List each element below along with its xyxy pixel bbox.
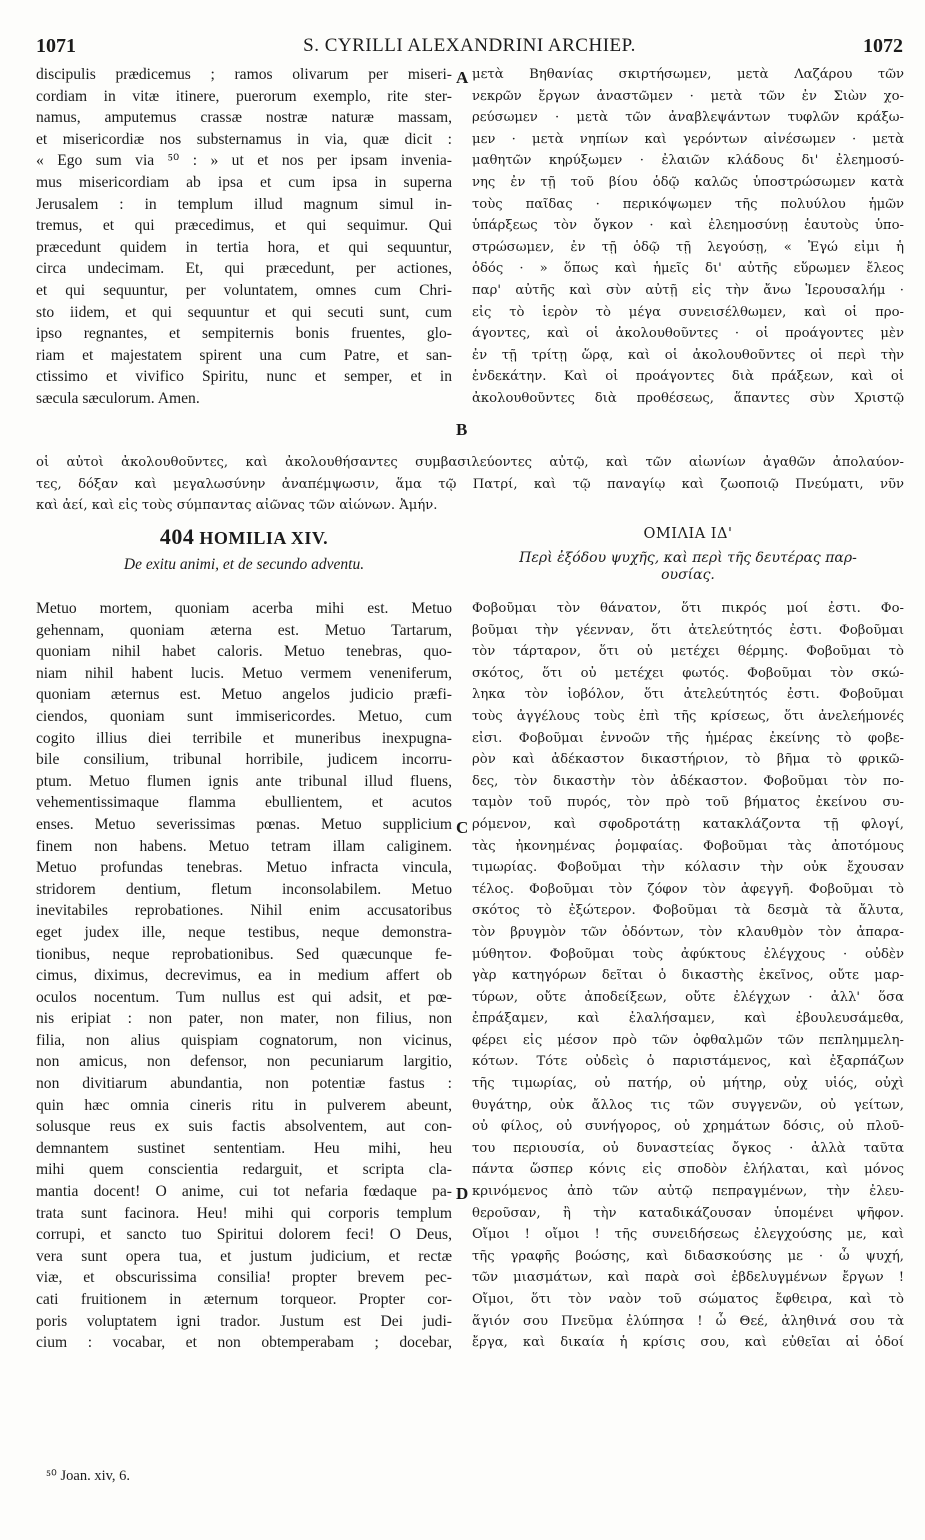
text-line: τοὺς παῖδας · περικόψωμεν τῆς πολυύλου ἡμῶν	[472, 196, 904, 212]
text-line: ἑνδεκάτην. Καὶ οἱ προάγοντες διὰ πράξεων, καὶ οἱ	[472, 369, 904, 385]
text-line: corrupi, et sancto tuo Spiritui dolorem feci! O Deus,	[36, 1226, 452, 1244]
text-line: mus misericordiam ab ipsa et cum ipsa in superna	[36, 173, 452, 191]
text-line: vehementissimaque flamma ebullientem, et acutos	[36, 794, 452, 812]
greek-homily-heading	[472, 526, 904, 584]
text-line: ληκα τὸν ἰοβόλον, ὅτι ἀτελεύτητός ἐστι. Φοβοῦμαι	[472, 687, 904, 703]
text-line: et qui sequuntur, per voluntatem, omnes cum Chri-	[36, 281, 452, 299]
text-line: cati fruitionem in æternum torqueor. Propter cor-	[36, 1291, 452, 1308]
text-line: γὰρ κατηγόρων δεῖται ὁ δικαστὴς ἐκεῖνος, οὔτε μαρ-	[472, 968, 904, 984]
greek-homily-subtitle	[472, 550, 904, 584]
text-line: trata sunt facinora. Heu! mihi qui corporis templum	[36, 1204, 452, 1222]
text-line: ciendos, quoniam sunt immisericordes. Metuo, cum	[36, 707, 452, 725]
latin-homily-heading	[36, 524, 452, 574]
text-line: δες, τὸν δικαστὴν τὸν ἀδέκαστον. Φοβοῦμαι τὸν πο-	[472, 773, 904, 789]
text-line: ἐν τῇ τρίτῃ ὥρᾳ, καὶ οἱ ἀκολουθοῦντες οἱ περὶ τὴν	[472, 347, 904, 363]
text-line: nis eripiat : non pater, non mater, non filius, non	[36, 1010, 452, 1028]
text-line: poris voluptatem igni trador. Justum est Dei judi-	[36, 1312, 452, 1330]
text-line: cium : vocabar, et non obtemperabam ; docebar,	[36, 1334, 452, 1352]
text-line: νεκρῶν ἔργων ἀναστῶμεν · μετὰ τῶν ἐν Σιὼν χο-	[472, 88, 904, 104]
text-line: niam nihil habent lucis. Metuo vermem veneniferum,	[36, 664, 452, 682]
text-line: οἱ αὐτοὶ ἀκολουθοῦντες, καὶ ἀκολουθήσαντες συμβασιλεύοντες αὐτῷ, καὶ τῶν αἰωνίων ἀγαθῶν ἀπολαύον-	[36, 455, 904, 470]
text-line: gehennam, quoniam æterna est. Metuo Tartarum,	[36, 621, 452, 639]
text-line: τὰς ἠκονημένας ῥομφαίας. Φοβοῦμαι τὰς ἀποτόμους	[472, 838, 904, 854]
text-line: Jerusalem : in templum illud magnum simul in-	[36, 195, 452, 213]
text-line: τὸν τάρταρον, ὅτι οὐ μετέχει θέρμης. Φοβοῦμαι τὸ	[472, 644, 904, 660]
text-line: σκότος τὸ ἐξώτερον. Φοβοῦμαι τὰ δεσμὰ τὰ ἄλυτα,	[472, 903, 904, 919]
text-line: Φοβοῦμαι τὸν θάνατον, ὅτι πικρός μοί ἐστι. Φο-	[472, 601, 904, 616]
text-line: τὸν βρυγμὸν τῶν ὀδόντων, τὸν κλαυθμὸν τὸν ἀπαρα-	[472, 924, 904, 940]
greek-subtitle-line: ουσίας.	[661, 567, 715, 583]
text-line: ἀκολουθοῦντες διὰ προθέσεως, ἅπαντες σὺν Χριστῷ	[472, 390, 904, 406]
text-line: τῆς τιμωρίας, οὐ πατήρ, οὐ μήτηρ, οὐχ υἱός, οὐχὶ	[472, 1076, 904, 1092]
text-line: μαθητῶν κηρύξωμεν · ἐλαιῶν κλάδους δι' ἐλεημοσύ-	[472, 153, 904, 169]
text-line: solusque reus ex suis factis absolventem, aut con-	[36, 1118, 452, 1136]
text-line: ctissimo et vivifico Spiritu, nunc et semper, et in	[36, 368, 452, 386]
text-line: τιμωρίας. Φοβοῦμαι τὴν κόλασιν τὴν οὐκ ἔχουσαν	[472, 860, 904, 876]
footnote: ⁵⁰ Joan. xiv, 6.	[46, 1468, 131, 1484]
text-line: μεν · μετὰ νηπίων καὶ γερόντων αἰνέσωμεν · μετὰ	[472, 131, 904, 147]
text-line: quoniam æternus est. Metuo angelos judicio præfi-	[36, 686, 452, 704]
text-line: filia, non alius quispiam cognatorum, non vicinus,	[36, 1031, 452, 1049]
greek-homily-title: ΟΜΙΛΙΑ ΙΔ'	[643, 526, 733, 542]
text-line: cogito illius diei terribile et muneribus inexpugna-	[36, 729, 452, 747]
latin-homily-subtitle: De exitu animi, et de secundo adventu.	[123, 556, 365, 573]
greek-body-column	[472, 598, 904, 1354]
text-line: εἰσι. Φοβοῦμαι ἐννοῶν τῆς ἡμέρας ἐκείνης τὸ φοβε-	[472, 730, 904, 746]
text-line: θυγάτηρ, οὐκ ἄλλος τις τῶν συγγενῶν, οὐ γείτων,	[472, 1097, 904, 1113]
text-line: namus, amputemus crassæ nostræ naturæ massam,	[36, 109, 452, 127]
text-line: νης ἐν τῇ τοῦ βίου ὁδῷ καλῶς ὑποστρώσωμεν κατὰ	[472, 174, 904, 190]
text-line: εἰς τὸ ἱερὸν τὸ μέγα συνεισέλθωμεν, καὶ οἱ προ-	[472, 304, 904, 320]
margin-marker-c: C	[456, 818, 469, 837]
text-line: βοῦμαι τὴν γέενναν, ὅτι ἀτελεύτητός ἐστι. Φοβοῦμαι	[472, 622, 904, 638]
text-line: riam et majestatem spirent una cum Patre, et san-	[36, 346, 452, 364]
text-line: ἐπράξαμεν, καὶ ἐλαλήσαμεν, καὶ ἐβουλευσάμεθα,	[472, 1011, 904, 1027]
text-line: discipulis prædicemus ; ramos olivarum per miseri-	[36, 66, 452, 83]
full-width-greek	[36, 452, 904, 517]
text-line: tremus, et qui præcedimus, et qui sequimur. Qui	[36, 217, 452, 235]
text-line: κότων. Τότε οὐδεὶς ὁ παριστάμενος, καὶ ἐξαρπάζων	[472, 1054, 904, 1070]
text-line: sæcula sæculorum. Amen.	[36, 389, 200, 407]
text-line: tionibus, neque reprobationibus. Sed quæcunque fe-	[36, 945, 452, 963]
right-page-number: 1072	[862, 34, 903, 57]
text-line: φέρει εἰς μέσον πρὸ τῶν ὀφθαλμῶν τῶν πεπλημμελη-	[472, 1032, 904, 1048]
text-line: mihi quem conscientia redarguit, et scripta cla-	[36, 1161, 452, 1179]
top-latin-column	[36, 64, 452, 410]
latin-homily-title: HOMILIA XIV.	[199, 528, 329, 548]
text-line: viæ, et obscurissima consilia! propter brevem pec-	[36, 1269, 452, 1287]
text-line: μετὰ Βηθανίας σκιρτήσωμεν, μετὰ Λαζάρου τῶν	[472, 67, 904, 82]
text-line: άγοντες, καὶ οἱ ἀκολουθοῦντες · οἱ προάγοντες μὲν	[472, 326, 904, 342]
text-line: θεροῦσαν, ἢ τὴν καταδικάζουσαν ὑπομένει ψῆφον.	[472, 1205, 904, 1221]
page-header	[36, 34, 903, 58]
text-line: oculos nocentum. Tum nullus est qui adsit, et pœ-	[36, 988, 452, 1006]
text-line: enses. Metuo severissimas pœnas. Metuo supplicium	[36, 815, 452, 833]
running-title: S. CYRILLI ALEXANDRINI ARCHIEP.	[303, 35, 636, 56]
text-line: ὁδός · » ὅπως καὶ ἡμεῖς δι' αὐτῆς εὕρωμεν ἔλεος	[472, 261, 904, 277]
text-line: cordiam in vitæ itinere, puerorum exemplo, rite ster-	[36, 87, 452, 105]
text-line: bile consilium, tribunal horribile, judicem incorru-	[36, 751, 452, 769]
text-line: inevitabiles reprobationes. Nihil enim accusatoribus	[36, 902, 452, 920]
text-line: circa undecimam. Et, qui præcedunt, per actiones,	[36, 260, 452, 278]
text-line: mantia docent! O anime, cui tot nefaria fœdaque pa-	[36, 1183, 452, 1201]
text-line: Οἴμοι, ὅτι τὸν ναὸν τοῦ σώματος ἔφθειρα, καὶ τὸ	[472, 1292, 904, 1307]
text-line: τύρων, οὔτε ἀποδείξεων, οὔτε ἐλέγχων · ἀλλ' ὅσα	[472, 989, 904, 1005]
text-line: τῆς γραφῆς βοώσης, καὶ διδασκούσης με · ὦ ψυχή,	[472, 1248, 904, 1264]
text-line: quin hæc omnia cineris ritu in pulverem abeunt,	[36, 1096, 452, 1114]
text-line: του περιουσία, οὐ δυναστείας ὄγκος · ἀλλὰ ταῦτα	[472, 1140, 904, 1156]
text-line: finem non habens. Metuo tetram illam caliginem.	[36, 837, 452, 855]
margin-marker-d: D	[456, 1184, 469, 1203]
text-line: « Ego sum via ⁵⁰ : » ut et nos per ipsam invenia-	[36, 152, 452, 170]
text-line: et misericordiæ nos substernamus in via, quæ dicit :	[36, 130, 452, 148]
text-line: ἔργα, καὶ δικαία ἡ κρίσις σου, καὶ εὐθεῖαι αἱ ὁδοί	[472, 1335, 904, 1351]
text-line: vera sunt opera tua, et justum judicium, et rectæ	[36, 1247, 452, 1265]
margin-marker-a: A	[456, 68, 469, 87]
text-line: τῶν μιασμάτων, καὶ παρὰ σοὶ ἐβδελυγμένων ἔργων !	[472, 1270, 904, 1286]
text-line: ipso regnantes, et sempiternis bonis fruentes, glo-	[36, 325, 452, 343]
text-line: τέλος. Φοβοῦμαι τὸν ζόφον τὸν ἀφεγγῆ. Φοβοῦμαι τὸ	[472, 881, 904, 897]
text-line: κρινόμενος ἀπὸ τῶν αὐτῷ πεπραγμένων, τὴν ἐλευ-	[472, 1184, 904, 1200]
text-line: quoniam nihil habet caloris. Metuo tenebras, quo-	[36, 643, 452, 661]
text-line: stridorem dentium, fletum inconsolabilem. Metuo	[36, 880, 452, 898]
text-line: ρόμενον, καὶ σφοδροτάτῃ κατακλάζοντα τῇ φλογί,	[472, 816, 904, 832]
text-line: non amicus, non defensor, non pecuniarum largitio,	[36, 1053, 452, 1071]
text-line: ptum. Metuo flumen ignis ante tribunal illud fluens,	[36, 772, 452, 790]
text-line: demnantem sustinet sententiam. Heu mihi, heu	[36, 1139, 452, 1157]
text-line: non divitiarum abundantia, non potentiæ fastus :	[36, 1075, 452, 1093]
top-greek-column	[472, 64, 904, 410]
greek-subtitle-line: Περὶ ἐξόδου ψυχῆς, καὶ περὶ τῆς δευτέρας παρ-	[519, 550, 857, 566]
text-line: οὐ φίλος, οὐ συνήγορος, οὐ χρημάτων δόσις, οὐ πλοῦ-	[472, 1119, 904, 1135]
text-line: ρὸν καὶ ἀδέκαστον δικαστήριον, τὸ βῆμα τὸ φρικῶ-	[472, 752, 904, 768]
text-line: Metuo profundas tenebras. Metuo infracta vincula,	[36, 859, 452, 877]
text-line: τες, δόξαν καὶ μεγαλωσύνην ἀναπέμψωσιν, ἅμα τῷ Πατρί, καὶ τῷ παναγίῳ καὶ ζωοποιῷ Πνεύματι, νῦν	[36, 476, 904, 492]
text-line: eget judex ille, neque testibus, neque demonstra-	[36, 923, 452, 941]
text-line: ἅγιόν σου Πνεῦμα ἐλύπησα ! ὦ Θεέ, ἀληθινά σου τὰ	[472, 1313, 904, 1329]
text-line: cimus, diximus, decrevimus, ea in medium affert ob	[36, 967, 452, 985]
text-line: παρ' αὐτῆς καὶ σὺν αὐτῇ εἰς τὴν ἄνω Ἱερουσαλήμ ·	[472, 282, 904, 298]
text-line: ρεύσωμεν · μετὰ τῶν ἀναβλεψάντων τυφλῶν κράξω-	[472, 110, 904, 126]
text-line: ταμὸν τοῦ πυρός, τὸν πρὸ τοῦ βήματος ἐκείνου συ-	[472, 795, 904, 811]
text-line: σκότος, ὅτι οὐ μετέχει φωτός. Φοβοῦμαι τὸν σκώ-	[472, 665, 904, 681]
text-line: στρώσωμεν, ἐν τῇ ὁδῷ τῇ λεγούσῃ, « Ἐγώ εἰμι ἡ	[472, 239, 904, 255]
margin-marker-b: B	[456, 420, 468, 439]
text-line: μύθητον. Φοβοῦμαι τοὺς ἀφύκτους ἐλέγχους · οὐδὲν	[472, 946, 904, 962]
text-line: ὑπάρξεως τὸν ὄγκον · καὶ ἐλεημοσύνῃ ἑαυτοὺς ὑπο-	[472, 218, 904, 234]
text-line: sto iidem, et qui sequuntur et qui secuti sunt, cum	[36, 303, 452, 321]
text-line: Οἴμοι ! οἴμοι ! τῆς συνειδήσεως ἐλεγχούσης με, καὶ	[472, 1227, 904, 1243]
text-line: Metuo mortem, quoniam acerba mihi est. Metuo	[36, 600, 452, 617]
text-line: præcedunt quidem in tertia hora, et qui sequuntur,	[36, 238, 452, 256]
text-line: τοὺς ἀγγέλους τοὺς ἐπὶ τῆς κρίσεως, ὅτι ἀνελεήμονές	[472, 708, 904, 724]
left-page-number: 1071	[36, 34, 76, 57]
column-number: 404	[159, 524, 195, 549]
text-line: καὶ ἀεί, καὶ εἰς τοὺς σύμπαντας αἰῶνας τῶν αἰώνων. Ἀμήν.	[36, 498, 438, 514]
latin-body-column	[36, 598, 452, 1354]
text-line: πάντα ὥσπερ κόνις εἰς σποδὸν ἐλήλαται, καὶ μόνος	[472, 1162, 904, 1178]
